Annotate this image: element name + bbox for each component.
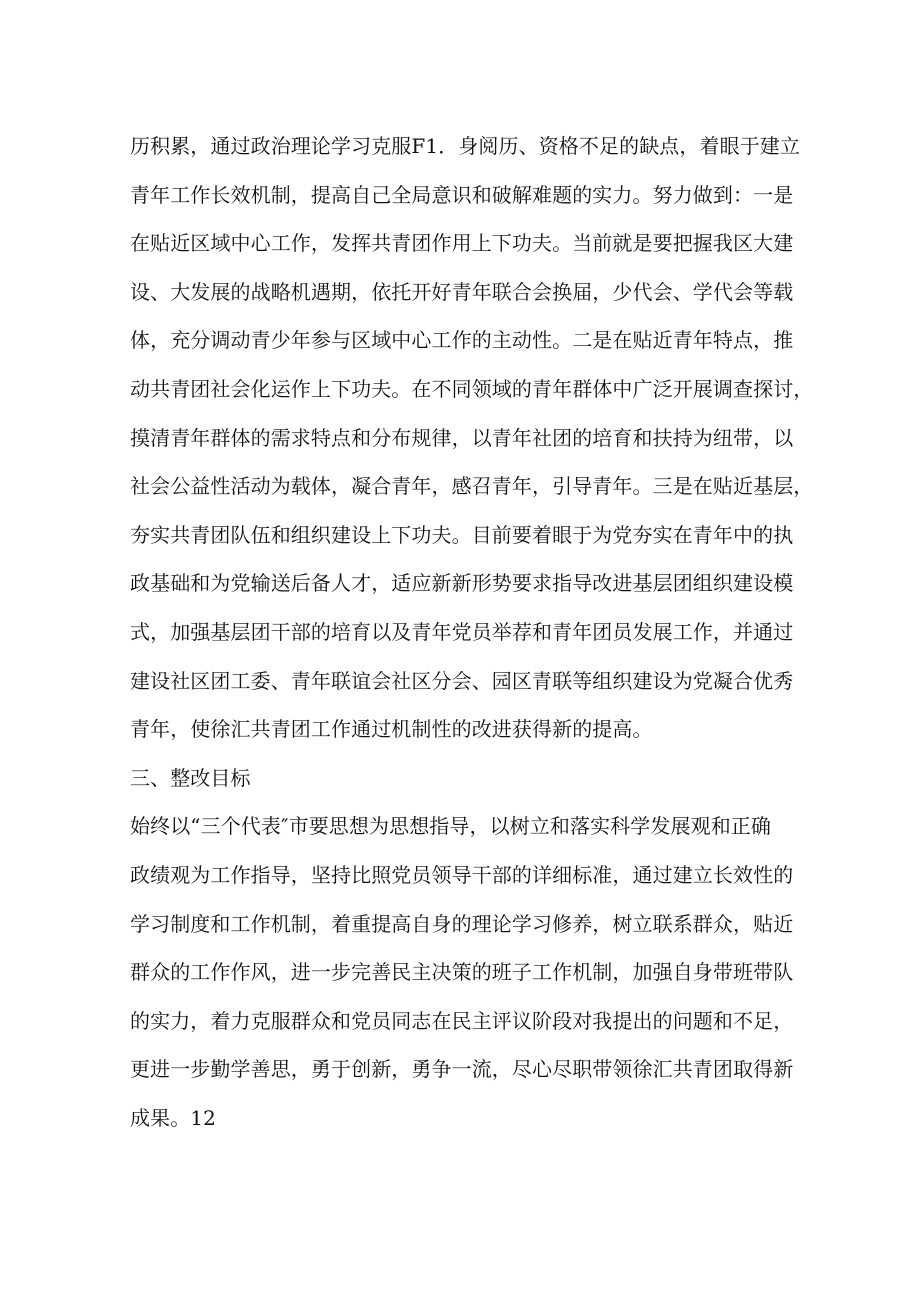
body-line-11: 式，加强基层团干部的培育以及青年党员举荐和青年团员发展工作，并通过 <box>130 619 794 644</box>
body-line-21: 成果。12 <box>130 1105 216 1130</box>
body-line-16: 政绩观为工作指导，坚持比照党员领导干部的详细标准，通过建立长效性的 <box>130 862 794 887</box>
body-line-18: 群众的工作作风，进一步完善民主决策的班子工作机制，加强自身带班带队 <box>130 960 794 985</box>
body-line-20: 更进一步勤学善思，勇于创新，勇争一流，尽心尽职带领徐汇共青团取得新 <box>130 1057 794 1082</box>
body-line-15: 始终以“三个代表″市要思想为思想指导，以树立和落实科学发展观和正确 <box>130 814 771 839</box>
body-line-19: 的实力，着力克服群众和党员同志在民主评议阶段对我提出的问题和不足， <box>130 1008 794 1033</box>
document-body <box>130 122 814 1142</box>
body-line-5: 体，充分调动青少年参与区域中心工作的主动性。二是在贴近青年特点，推 <box>130 328 794 353</box>
body-line-7: 摸清青年群体的需求特点和分布规律，以青年社团的培育和扶持为纽带，以 <box>130 425 794 450</box>
body-line-2: 青年工作长效机制，提高自己全局意识和破解难题的实力。努力做到：一是 <box>130 182 794 207</box>
body-line-4: 设、大发展的战略机遇期，依托开好青年联合会换届，少代会、学代会等载 <box>130 279 794 304</box>
body-line-12: 建设社区团工委、青年联谊会社区分会、园区青联等组织建设为党凝合优秀 <box>130 668 794 693</box>
body-line-9: 夯实共青团队伍和组织建设上下功夫。目前要着眼于为党夯实在青年中的执 <box>130 522 794 547</box>
body-line-10: 政基础和为党输送后备人才，适应新新形势要求指导改进基层团组织建设模 <box>130 571 794 596</box>
body-line-17: 学习制度和工作机制，着重提高自身的理论学习修养，树立联系群众，贴近 <box>130 911 794 936</box>
section-heading: 三、整改目标 <box>130 765 251 790</box>
body-line-6: 动共青团社会化运作上下功夫。在不同领域的青年群体中广泛开展调查探讨， <box>130 376 814 401</box>
body-line-3: 在贴近区域中心工作，发挥共青团作用上下功夫。当前就是要把握我区大建 <box>130 231 794 256</box>
body-line-13: 青年，使徐汇共青团工作通过机制性的改进获得新的提高。 <box>130 717 653 742</box>
body-line-8: 社会公益性活动为载体，凝合青年，感召青年，引导青年。三是在贴近基层， <box>130 474 814 499</box>
body-line-1: 历积累，通过政治理论学习克服F1．身阅历、资格不足的缺点，着眼于建立 <box>130 134 801 158</box>
